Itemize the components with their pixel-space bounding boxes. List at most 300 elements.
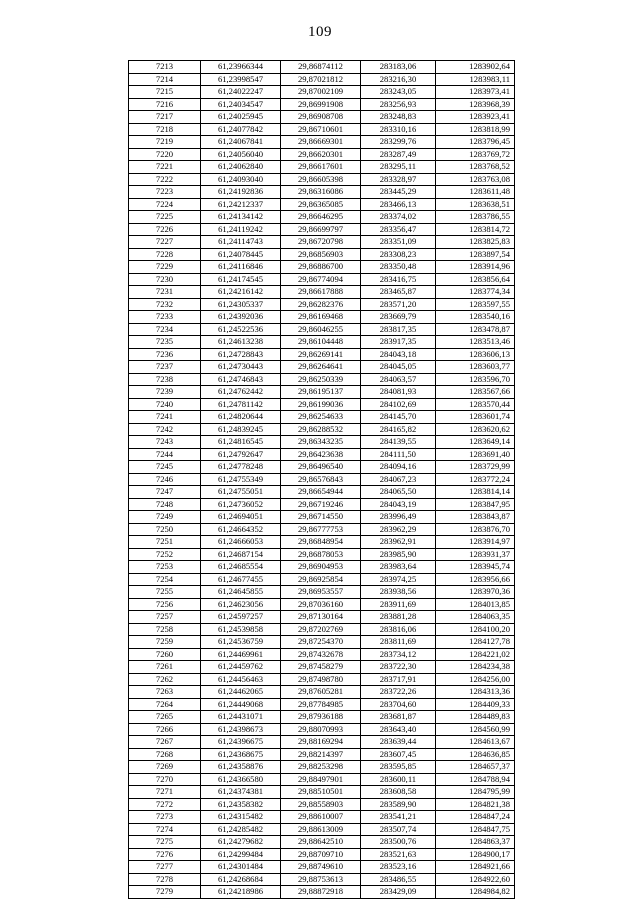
latitude-cell: 61,24746843 <box>201 373 281 386</box>
latitude-cell: 61,24279682 <box>201 836 281 849</box>
longitude-cell: 29,86646295 <box>281 211 361 224</box>
table-row <box>129 411 515 424</box>
longitude-cell: 29,86620301 <box>281 148 361 161</box>
latitude-cell: 61,24174545 <box>201 273 281 286</box>
latitude-cell: 61,24728843 <box>201 348 281 361</box>
x-coordinate-cell: 284063,57 <box>361 373 436 386</box>
point-number-cell: 7268 <box>129 748 201 761</box>
x-coordinate-cell: 284102,69 <box>361 398 436 411</box>
table-row <box>129 298 515 311</box>
x-coordinate-cell: 283374,02 <box>361 211 436 224</box>
latitude-cell: 61,24022247 <box>201 86 281 99</box>
table-row <box>129 511 515 524</box>
longitude-cell: 29,86282376 <box>281 298 361 311</box>
point-number-cell: 7224 <box>129 198 201 211</box>
longitude-cell: 29,86617888 <box>281 286 361 299</box>
latitude-cell: 61,24755349 <box>201 473 281 486</box>
x-coordinate-cell: 284045,05 <box>361 361 436 374</box>
point-number-cell: 7213 <box>129 61 201 74</box>
x-coordinate-cell: 283669,79 <box>361 311 436 324</box>
table-row <box>129 373 515 386</box>
latitude-cell: 61,24536759 <box>201 636 281 649</box>
table-row <box>129 686 515 699</box>
table-row <box>129 111 515 124</box>
longitude-cell: 29,87002109 <box>281 86 361 99</box>
y-coordinate-cell: 1283897,54 <box>436 248 515 261</box>
point-number-cell: 7227 <box>129 236 201 249</box>
latitude-cell: 61,24677455 <box>201 573 281 586</box>
point-number-cell: 7231 <box>129 286 201 299</box>
point-number-cell: 7246 <box>129 473 201 486</box>
table-row <box>129 123 515 136</box>
point-number-cell: 7226 <box>129 223 201 236</box>
longitude-cell: 29,86774094 <box>281 273 361 286</box>
point-number-cell: 7273 <box>129 811 201 824</box>
y-coordinate-cell: 1283923,41 <box>436 111 515 124</box>
longitude-cell: 29,86654944 <box>281 486 361 499</box>
x-coordinate-cell: 283595,85 <box>361 761 436 774</box>
y-coordinate-cell: 1283540,16 <box>436 311 515 324</box>
table-row <box>129 198 515 211</box>
x-coordinate-cell: 283295,11 <box>361 161 436 174</box>
x-coordinate-cell: 284165,82 <box>361 423 436 436</box>
longitude-cell: 29,88753613 <box>281 873 361 886</box>
x-coordinate-cell: 283607,45 <box>361 748 436 761</box>
latitude-cell: 61,24056040 <box>201 148 281 161</box>
latitude-cell: 61,24839245 <box>201 423 281 436</box>
x-coordinate-cell: 283445,29 <box>361 186 436 199</box>
longitude-cell: 29,87432678 <box>281 648 361 661</box>
latitude-cell: 61,24374381 <box>201 786 281 799</box>
point-number-cell: 7274 <box>129 823 201 836</box>
y-coordinate-cell: 1284795,99 <box>436 786 515 799</box>
table-row <box>129 861 515 874</box>
y-coordinate-cell: 1284013,85 <box>436 598 515 611</box>
x-coordinate-cell: 283416,75 <box>361 273 436 286</box>
table-row <box>129 673 515 686</box>
longitude-cell: 29,86195137 <box>281 386 361 399</box>
y-coordinate-cell: 1283638,51 <box>436 198 515 211</box>
longitude-cell: 29,86874112 <box>281 61 361 74</box>
longitude-cell: 29,88497901 <box>281 773 361 786</box>
table-row <box>129 573 515 586</box>
latitude-cell: 61,24664352 <box>201 523 281 536</box>
point-number-cell: 7272 <box>129 798 201 811</box>
point-number-cell: 7238 <box>129 373 201 386</box>
longitude-cell: 29,88709710 <box>281 848 361 861</box>
y-coordinate-cell: 1283983,11 <box>436 73 515 86</box>
latitude-cell: 61,24762442 <box>201 386 281 399</box>
y-coordinate-cell: 1283768,52 <box>436 161 515 174</box>
x-coordinate-cell: 283817,35 <box>361 323 436 336</box>
table-row <box>129 698 515 711</box>
table-row <box>129 536 515 549</box>
x-coordinate-cell: 283600,11 <box>361 773 436 786</box>
table-row <box>129 398 515 411</box>
longitude-cell: 29,87254370 <box>281 636 361 649</box>
table-row <box>129 886 515 899</box>
point-number-cell: 7242 <box>129 423 201 436</box>
y-coordinate-cell: 1283611,48 <box>436 186 515 199</box>
x-coordinate-cell: 283911,69 <box>361 598 436 611</box>
y-coordinate-cell: 1283956,66 <box>436 573 515 586</box>
coordinates-table-body <box>129 61 515 899</box>
point-number-cell: 7240 <box>129 398 201 411</box>
point-number-cell: 7255 <box>129 586 201 599</box>
longitude-cell: 29,86264641 <box>281 361 361 374</box>
x-coordinate-cell: 284067,23 <box>361 473 436 486</box>
y-coordinate-cell: 1284900,17 <box>436 848 515 861</box>
point-number-cell: 7228 <box>129 248 201 261</box>
y-coordinate-cell: 1283973,41 <box>436 86 515 99</box>
y-coordinate-cell: 1283818,99 <box>436 123 515 136</box>
point-number-cell: 7260 <box>129 648 201 661</box>
y-coordinate-cell: 1284863,37 <box>436 836 515 849</box>
longitude-cell: 29,86254633 <box>281 411 361 424</box>
x-coordinate-cell: 283985,90 <box>361 548 436 561</box>
longitude-cell: 29,88169294 <box>281 736 361 749</box>
latitude-cell: 61,24315482 <box>201 811 281 824</box>
table-row <box>129 473 515 486</box>
latitude-cell: 61,24034547 <box>201 98 281 111</box>
point-number-cell: 7245 <box>129 461 201 474</box>
point-number-cell: 7243 <box>129 436 201 449</box>
latitude-cell: 61,24613238 <box>201 336 281 349</box>
x-coordinate-cell: 283722,26 <box>361 686 436 699</box>
point-number-cell: 7220 <box>129 148 201 161</box>
point-number-cell: 7239 <box>129 386 201 399</box>
y-coordinate-cell: 1284489,83 <box>436 711 515 724</box>
latitude-cell: 61,24134142 <box>201 211 281 224</box>
x-coordinate-cell: 283507,74 <box>361 823 436 836</box>
y-coordinate-cell: 1284984,82 <box>436 886 515 899</box>
point-number-cell: 7276 <box>129 848 201 861</box>
latitude-cell: 61,24093040 <box>201 173 281 186</box>
y-coordinate-cell: 1284221,02 <box>436 648 515 661</box>
latitude-cell: 61,24736052 <box>201 498 281 511</box>
longitude-cell: 29,86777753 <box>281 523 361 536</box>
table-row <box>129 311 515 324</box>
point-number-cell: 7277 <box>129 861 201 874</box>
y-coordinate-cell: 1283567,66 <box>436 386 515 399</box>
y-coordinate-cell: 1284613,67 <box>436 736 515 749</box>
longitude-cell: 29,86169468 <box>281 311 361 324</box>
x-coordinate-cell: 283216,30 <box>361 73 436 86</box>
x-coordinate-cell: 283983,64 <box>361 561 436 574</box>
longitude-cell: 29,86288532 <box>281 423 361 436</box>
latitude-cell: 61,24218986 <box>201 886 281 899</box>
table-row <box>129 211 515 224</box>
table-row <box>129 86 515 99</box>
longitude-cell: 29,87202769 <box>281 623 361 636</box>
point-number-cell: 7218 <box>129 123 201 136</box>
point-number-cell: 7270 <box>129 773 201 786</box>
longitude-cell: 29,86423638 <box>281 448 361 461</box>
latitude-cell: 61,24358382 <box>201 798 281 811</box>
y-coordinate-cell: 1283814,72 <box>436 223 515 236</box>
y-coordinate-cell: 1283772,24 <box>436 473 515 486</box>
longitude-cell: 29,87605281 <box>281 686 361 699</box>
latitude-cell: 61,24216142 <box>201 286 281 299</box>
longitude-cell: 29,86199036 <box>281 398 361 411</box>
table-row <box>129 148 515 161</box>
y-coordinate-cell: 1284847,24 <box>436 811 515 824</box>
longitude-cell: 29,86953557 <box>281 586 361 599</box>
longitude-cell: 29,88253298 <box>281 761 361 774</box>
x-coordinate-cell: 283541,21 <box>361 811 436 824</box>
y-coordinate-cell: 1283478,87 <box>436 323 515 336</box>
point-number-cell: 7237 <box>129 361 201 374</box>
longitude-cell: 29,86269141 <box>281 348 361 361</box>
longitude-cell: 29,87498780 <box>281 673 361 686</box>
y-coordinate-cell: 1283596,70 <box>436 373 515 386</box>
point-number-cell: 7222 <box>129 173 201 186</box>
table-row <box>129 336 515 349</box>
longitude-cell: 29,87784985 <box>281 698 361 711</box>
y-coordinate-cell: 1284847,75 <box>436 823 515 836</box>
latitude-cell: 61,24522536 <box>201 323 281 336</box>
y-coordinate-cell: 1283601,74 <box>436 411 515 424</box>
latitude-cell: 61,24597257 <box>201 611 281 624</box>
x-coordinate-cell: 283717,91 <box>361 673 436 686</box>
y-coordinate-cell: 1283597,55 <box>436 298 515 311</box>
x-coordinate-cell: 283500,76 <box>361 836 436 849</box>
latitude-cell: 61,24792647 <box>201 448 281 461</box>
table-row <box>129 848 515 861</box>
table-row <box>129 348 515 361</box>
y-coordinate-cell: 1284922,60 <box>436 873 515 886</box>
longitude-cell: 29,86714550 <box>281 511 361 524</box>
x-coordinate-cell: 283974,25 <box>361 573 436 586</box>
x-coordinate-cell: 283466,13 <box>361 198 436 211</box>
y-coordinate-cell: 1283968,39 <box>436 98 515 111</box>
y-coordinate-cell: 1283729,99 <box>436 461 515 474</box>
x-coordinate-cell: 283287,49 <box>361 148 436 161</box>
point-number-cell: 7267 <box>129 736 201 749</box>
y-coordinate-cell: 1284127,78 <box>436 636 515 649</box>
x-coordinate-cell: 284145,70 <box>361 411 436 424</box>
x-coordinate-cell: 284065,50 <box>361 486 436 499</box>
table-row <box>129 611 515 624</box>
longitude-cell: 29,86605398 <box>281 173 361 186</box>
y-coordinate-cell: 1284788,94 <box>436 773 515 786</box>
longitude-cell: 29,86904953 <box>281 561 361 574</box>
point-number-cell: 7258 <box>129 623 201 636</box>
x-coordinate-cell: 284111,50 <box>361 448 436 461</box>
longitude-cell: 29,86699797 <box>281 223 361 236</box>
longitude-cell: 29,86316086 <box>281 186 361 199</box>
longitude-cell: 29,86878053 <box>281 548 361 561</box>
table-row <box>129 548 515 561</box>
y-coordinate-cell: 1284063,35 <box>436 611 515 624</box>
point-number-cell: 7279 <box>129 886 201 899</box>
longitude-cell: 29,88214397 <box>281 748 361 761</box>
y-coordinate-cell: 1284921,66 <box>436 861 515 874</box>
x-coordinate-cell: 283704,60 <box>361 698 436 711</box>
y-coordinate-cell: 1283786,55 <box>436 211 515 224</box>
latitude-cell: 61,24301484 <box>201 861 281 874</box>
point-number-cell: 7234 <box>129 323 201 336</box>
latitude-cell: 61,24816545 <box>201 436 281 449</box>
longitude-cell: 29,86576843 <box>281 473 361 486</box>
y-coordinate-cell: 1283513,46 <box>436 336 515 349</box>
table-row <box>129 873 515 886</box>
longitude-cell: 29,86719246 <box>281 498 361 511</box>
latitude-cell: 61,24368675 <box>201 748 281 761</box>
longitude-cell: 29,86365085 <box>281 198 361 211</box>
table-row <box>129 486 515 499</box>
point-number-cell: 7230 <box>129 273 201 286</box>
x-coordinate-cell: 283816,06 <box>361 623 436 636</box>
latitude-cell: 61,24077842 <box>201 123 281 136</box>
latitude-cell: 61,24212337 <box>201 198 281 211</box>
table-row <box>129 273 515 286</box>
y-coordinate-cell: 1283606,13 <box>436 348 515 361</box>
longitude-cell: 29,88510501 <box>281 786 361 799</box>
longitude-cell: 29,86669301 <box>281 136 361 149</box>
latitude-cell: 61,23966344 <box>201 61 281 74</box>
x-coordinate-cell: 284094,16 <box>361 461 436 474</box>
point-number-cell: 7257 <box>129 611 201 624</box>
y-coordinate-cell: 1284256,00 <box>436 673 515 686</box>
point-number-cell: 7259 <box>129 636 201 649</box>
point-number-cell: 7232 <box>129 298 201 311</box>
y-coordinate-cell: 1283814,14 <box>436 486 515 499</box>
table-row <box>129 436 515 449</box>
table-row <box>129 61 515 74</box>
y-coordinate-cell: 1283856,64 <box>436 273 515 286</box>
x-coordinate-cell: 283881,28 <box>361 611 436 624</box>
table-row <box>129 748 515 761</box>
y-coordinate-cell: 1283847,95 <box>436 498 515 511</box>
latitude-cell: 61,24398673 <box>201 723 281 736</box>
longitude-cell: 29,86104448 <box>281 336 361 349</box>
latitude-cell: 61,24694051 <box>201 511 281 524</box>
latitude-cell: 61,24119242 <box>201 223 281 236</box>
latitude-cell: 61,24456463 <box>201 673 281 686</box>
latitude-cell: 61,24025945 <box>201 111 281 124</box>
y-coordinate-cell: 1283970,36 <box>436 586 515 599</box>
x-coordinate-cell: 283328,97 <box>361 173 436 186</box>
y-coordinate-cell: 1283570,44 <box>436 398 515 411</box>
latitude-cell: 61,24192836 <box>201 186 281 199</box>
x-coordinate-cell: 283356,47 <box>361 223 436 236</box>
point-number-cell: 7262 <box>129 673 201 686</box>
y-coordinate-cell: 1283931,37 <box>436 548 515 561</box>
table-row <box>129 248 515 261</box>
y-coordinate-cell: 1284313,36 <box>436 686 515 699</box>
x-coordinate-cell: 283299,76 <box>361 136 436 149</box>
table-row <box>129 286 515 299</box>
table-row <box>129 711 515 724</box>
point-number-cell: 7248 <box>129 498 201 511</box>
longitude-cell: 29,86991908 <box>281 98 361 111</box>
point-number-cell: 7263 <box>129 686 201 699</box>
y-coordinate-cell: 1283769,72 <box>436 148 515 161</box>
latitude-cell: 61,24666053 <box>201 536 281 549</box>
table-row <box>129 561 515 574</box>
latitude-cell: 61,24755051 <box>201 486 281 499</box>
table-row <box>129 623 515 636</box>
x-coordinate-cell: 283243,05 <box>361 86 436 99</box>
point-number-cell: 7261 <box>129 661 201 674</box>
table-row <box>129 261 515 274</box>
table-row <box>129 136 515 149</box>
point-number-cell: 7249 <box>129 511 201 524</box>
table-row <box>129 736 515 749</box>
point-number-cell: 7221 <box>129 161 201 174</box>
longitude-cell: 29,86496540 <box>281 461 361 474</box>
y-coordinate-cell: 1284636,85 <box>436 748 515 761</box>
longitude-cell: 29,86617601 <box>281 161 361 174</box>
x-coordinate-cell: 283589,90 <box>361 798 436 811</box>
point-number-cell: 7252 <box>129 548 201 561</box>
latitude-cell: 61,24285482 <box>201 823 281 836</box>
latitude-cell: 61,24358876 <box>201 761 281 774</box>
x-coordinate-cell: 283350,48 <box>361 261 436 274</box>
table-row <box>129 823 515 836</box>
y-coordinate-cell: 1284560,99 <box>436 723 515 736</box>
y-coordinate-cell: 1283763,08 <box>436 173 515 186</box>
y-coordinate-cell: 1283876,70 <box>436 523 515 536</box>
table-row <box>129 586 515 599</box>
coordinates-table <box>128 60 515 899</box>
table-row <box>129 98 515 111</box>
longitude-cell: 29,86908708 <box>281 111 361 124</box>
page-number: 109 <box>308 24 332 40</box>
longitude-cell: 29,87036160 <box>281 598 361 611</box>
x-coordinate-cell: 283308,23 <box>361 248 436 261</box>
longitude-cell: 29,88070993 <box>281 723 361 736</box>
longitude-cell: 29,87936188 <box>281 711 361 724</box>
longitude-cell: 29,86046255 <box>281 323 361 336</box>
y-coordinate-cell: 1284821,38 <box>436 798 515 811</box>
latitude-cell: 61,24820644 <box>201 411 281 424</box>
table-row <box>129 723 515 736</box>
x-coordinate-cell: 283722,30 <box>361 661 436 674</box>
longitude-cell: 29,88558903 <box>281 798 361 811</box>
point-number-cell: 7219 <box>129 136 201 149</box>
longitude-cell: 29,86848954 <box>281 536 361 549</box>
point-number-cell: 7250 <box>129 523 201 536</box>
table-row <box>129 636 515 649</box>
longitude-cell: 29,88610007 <box>281 811 361 824</box>
table-row <box>129 323 515 336</box>
point-number-cell: 7269 <box>129 761 201 774</box>
table-row <box>129 498 515 511</box>
point-number-cell: 7241 <box>129 411 201 424</box>
point-number-cell: 7275 <box>129 836 201 849</box>
table-row <box>129 661 515 674</box>
y-coordinate-cell: 1283914,96 <box>436 261 515 274</box>
table-row <box>129 386 515 399</box>
table-row <box>129 811 515 824</box>
y-coordinate-cell: 1283796,45 <box>436 136 515 149</box>
longitude-cell: 29,88613009 <box>281 823 361 836</box>
latitude-cell: 61,24114743 <box>201 236 281 249</box>
table-row <box>129 761 515 774</box>
x-coordinate-cell: 283256,93 <box>361 98 436 111</box>
table-row <box>129 223 515 236</box>
y-coordinate-cell: 1283774,34 <box>436 286 515 299</box>
latitude-cell: 61,24645855 <box>201 586 281 599</box>
point-number-cell: 7223 <box>129 186 201 199</box>
latitude-cell: 61,24778248 <box>201 461 281 474</box>
x-coordinate-cell: 283962,29 <box>361 523 436 536</box>
point-number-cell: 7264 <box>129 698 201 711</box>
point-number-cell: 7278 <box>129 873 201 886</box>
y-coordinate-cell: 1283691,40 <box>436 448 515 461</box>
